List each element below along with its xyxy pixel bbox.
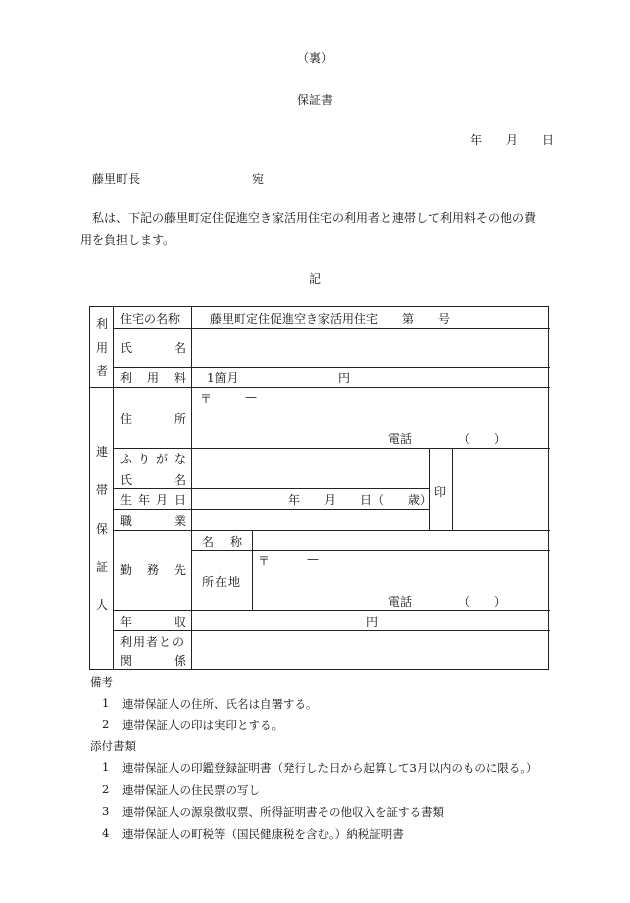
ki-label: 記 bbox=[308, 272, 321, 286]
relation-label-line2: 関 係 bbox=[120, 654, 186, 668]
birth-value: 年 月 日（ 歳） bbox=[288, 493, 433, 507]
seal-label: 印 bbox=[434, 485, 447, 499]
date-line: 年 月 日 bbox=[470, 133, 555, 147]
work-address-label: 所在地 bbox=[202, 575, 242, 589]
guarantee-form-table bbox=[89, 306, 549, 670]
statement-line-1: 私は、下記の藤里町定住促進空き家活用住宅の利用者と連帯して利用料その他の費 bbox=[92, 211, 537, 225]
birth-label: 生 年 月 日 bbox=[120, 493, 186, 507]
work-phone-label: 電話 bbox=[388, 595, 413, 609]
relation-label-line1: 利用者との bbox=[120, 635, 186, 649]
user-group-label: 利 用 者 bbox=[95, 317, 108, 378]
work-postal-mark: 〒 bbox=[258, 554, 271, 568]
user-name-label: 氏 名 bbox=[120, 341, 186, 355]
income-label: 年 収 bbox=[120, 615, 186, 629]
fee-month: 1箇月 bbox=[207, 371, 239, 385]
work-label: 勤 務 先 bbox=[120, 563, 186, 577]
work-phone-parens: （ ） bbox=[458, 595, 507, 609]
income-yen: 円 bbox=[366, 615, 379, 629]
guarantor-name-label: 氏 名 bbox=[120, 473, 186, 487]
addressee-suffix: 宛 bbox=[252, 172, 265, 186]
fee-label: 利 用 料 bbox=[120, 371, 186, 385]
statement-line-2: 用を負担します。 bbox=[80, 233, 176, 247]
job-label: 職 業 bbox=[120, 514, 186, 528]
addressee: 藤里町長 bbox=[92, 172, 141, 186]
guarantor-group-label: 連 帯 保 証 人 bbox=[95, 445, 108, 612]
house-name-label: 住宅の名称 bbox=[120, 312, 181, 326]
notes-heading: 備考 bbox=[90, 675, 113, 689]
side-label: （裏） bbox=[296, 51, 333, 65]
postal-mark: 〒 bbox=[200, 392, 213, 406]
furigana-label: ふ り が な bbox=[120, 452, 186, 466]
phone-parens: （ ） bbox=[458, 432, 507, 446]
postal-dash: — bbox=[245, 390, 257, 404]
fee-yen: 円 bbox=[338, 371, 351, 385]
work-postal-dash: — bbox=[307, 552, 319, 566]
work-name-label: 名 称 bbox=[202, 535, 242, 549]
house-name-value: 藤里町定住促進空き家活用住宅 第 号 bbox=[210, 312, 451, 326]
address-label: 住 所 bbox=[120, 412, 186, 426]
phone-label: 電話 bbox=[388, 432, 413, 446]
document-title: 保証書 bbox=[296, 93, 333, 107]
attachments-heading: 添付書類 bbox=[90, 739, 136, 753]
